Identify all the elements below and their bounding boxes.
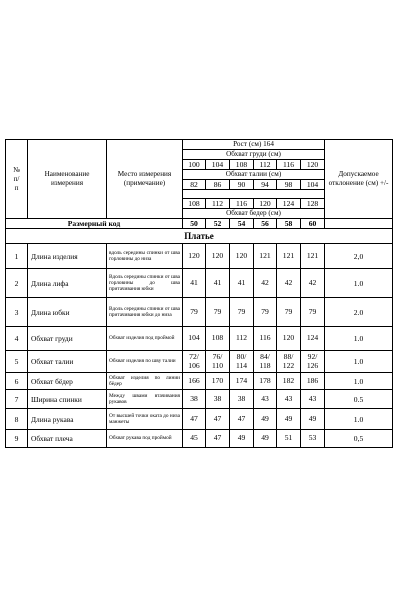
measurement-row bbox=[6, 390, 393, 409]
row-index: 1 bbox=[6, 244, 28, 269]
row-value: 79 bbox=[277, 298, 301, 327]
size-code-label: Размерный код bbox=[6, 219, 183, 229]
row-value: 112 bbox=[230, 327, 254, 351]
chest-value: 104 bbox=[206, 160, 230, 170]
row-value: 49 bbox=[301, 409, 325, 430]
row-value: 84/ 118 bbox=[254, 351, 277, 373]
measurement-row bbox=[6, 351, 393, 373]
hips-value: 128 bbox=[301, 199, 325, 209]
row-value: 47 bbox=[230, 409, 254, 430]
measurement-row bbox=[6, 269, 393, 298]
row-value: 47 bbox=[206, 409, 230, 430]
row-value: 72/ 106 bbox=[183, 351, 206, 373]
section-title: Платье bbox=[6, 229, 393, 244]
waist-value: 98 bbox=[277, 180, 301, 190]
row-value: 182 bbox=[277, 373, 301, 390]
header-waist-label: Обхват талии (см) bbox=[183, 170, 325, 180]
row-value: 38 bbox=[183, 390, 206, 409]
waist-value: 104 bbox=[301, 180, 325, 190]
row-index: 4 bbox=[6, 327, 28, 351]
row-index: 3 bbox=[6, 298, 28, 327]
header-place: Место измерения (примечание) bbox=[107, 140, 183, 219]
row-tolerance: 0.5 bbox=[325, 390, 393, 409]
row-value: 43 bbox=[301, 390, 325, 409]
hips-value: 124 bbox=[277, 199, 301, 209]
row-value: 53 bbox=[301, 430, 325, 448]
row-value: 88/ 122 bbox=[277, 351, 301, 373]
header-height: Рост (см) 164 bbox=[183, 140, 325, 150]
waist-value: 94 bbox=[254, 180, 277, 190]
row-value: 79 bbox=[301, 298, 325, 327]
row-value: 38 bbox=[206, 390, 230, 409]
row-value: 121 bbox=[301, 244, 325, 269]
measurement-row bbox=[6, 409, 393, 430]
row-tolerance: 1.0 bbox=[325, 373, 393, 390]
row-note: Вдоль середины спинки от шва горловины до шва притачивания юбки bbox=[107, 269, 183, 298]
hips-value: 120 bbox=[254, 199, 277, 209]
row-value: 170 bbox=[206, 373, 230, 390]
row-value: 43 bbox=[277, 390, 301, 409]
hips-value: 112 bbox=[206, 199, 230, 209]
size-code: 56 bbox=[254, 219, 277, 229]
chest-value: 100 bbox=[183, 160, 206, 170]
row-name: Ширина спинки bbox=[28, 390, 107, 409]
row-value: 120 bbox=[277, 327, 301, 351]
row-index: 6 bbox=[6, 373, 28, 390]
row-name: Обхват груди bbox=[28, 327, 107, 351]
row-note: От высшей точки оката до низа манжеты bbox=[107, 409, 183, 430]
size-code: 60 bbox=[301, 219, 325, 229]
row-index: 7 bbox=[6, 390, 28, 409]
chest-value: 108 bbox=[230, 160, 254, 170]
measurement-row bbox=[6, 327, 393, 351]
size-code-row bbox=[6, 219, 393, 229]
row-value: 49 bbox=[254, 430, 277, 448]
row-name: Обхват талии bbox=[28, 351, 107, 373]
size-chart-sheet bbox=[5, 139, 392, 448]
row-value: 166 bbox=[183, 373, 206, 390]
row-value: 186 bbox=[301, 373, 325, 390]
row-value: 79 bbox=[230, 298, 254, 327]
row-index: 9 bbox=[6, 430, 28, 448]
row-value: 121 bbox=[254, 244, 277, 269]
row-tolerance: 1.0 bbox=[325, 269, 393, 298]
header-hips-label: Обхват бедер (см) bbox=[183, 209, 325, 219]
row-value: 42 bbox=[277, 269, 301, 298]
row-value: 79 bbox=[254, 298, 277, 327]
row-value: 92/ 126 bbox=[301, 351, 325, 373]
row-value: 124 bbox=[301, 327, 325, 351]
row-index: 8 bbox=[6, 409, 28, 430]
header-tolerance: Допускаемое отклонение (см) +/- bbox=[325, 140, 393, 219]
size-chart-table bbox=[5, 139, 393, 448]
row-name: Длина лифа bbox=[28, 269, 107, 298]
waist-value: 82 bbox=[183, 180, 206, 190]
row-value: 80/ 114 bbox=[230, 351, 254, 373]
row-note: Вдоль середины спинки от шва притачивания юбки до низа bbox=[107, 298, 183, 327]
hips-value: 108 bbox=[183, 199, 206, 209]
row-value: 108 bbox=[206, 327, 230, 351]
size-code: 50 bbox=[183, 219, 206, 229]
measurement-row bbox=[6, 430, 393, 448]
row-value: 49 bbox=[277, 409, 301, 430]
row-value: 47 bbox=[206, 430, 230, 448]
header-chest-label: Обхват груди (см) bbox=[183, 150, 325, 160]
header-spacer bbox=[183, 190, 325, 199]
header-index: № п/ п bbox=[6, 140, 28, 219]
row-value: 79 bbox=[206, 298, 230, 327]
size-code: 54 bbox=[230, 219, 254, 229]
chest-value: 112 bbox=[254, 160, 277, 170]
waist-value: 86 bbox=[206, 180, 230, 190]
row-value: 43 bbox=[254, 390, 277, 409]
row-value: 45 bbox=[183, 430, 206, 448]
row-value: 49 bbox=[230, 430, 254, 448]
row-name: Длина юбки bbox=[28, 298, 107, 327]
chest-value: 116 bbox=[277, 160, 301, 170]
size-code: 58 bbox=[277, 219, 301, 229]
waist-value: 90 bbox=[230, 180, 254, 190]
row-value: 42 bbox=[301, 269, 325, 298]
row-value: 120 bbox=[183, 244, 206, 269]
measurement-row bbox=[6, 298, 393, 327]
row-value: 104 bbox=[183, 327, 206, 351]
row-note: Между швами втачивания рукавов bbox=[107, 390, 183, 409]
row-value: 38 bbox=[230, 390, 254, 409]
row-value: 121 bbox=[277, 244, 301, 269]
header-name: Наименование измерения bbox=[28, 140, 107, 219]
row-note: Обхват изделия по шву талии bbox=[107, 351, 183, 373]
row-name: Обхват бёдер bbox=[28, 373, 107, 390]
row-value: 42 bbox=[254, 269, 277, 298]
row-tolerance: 1.0 bbox=[325, 351, 393, 373]
hips-value: 116 bbox=[230, 199, 254, 209]
row-name: Обхват плеча bbox=[28, 430, 107, 448]
section-row bbox=[6, 229, 393, 244]
row-value: 174 bbox=[230, 373, 254, 390]
chest-value: 120 bbox=[301, 160, 325, 170]
row-name: Длина изделия bbox=[28, 244, 107, 269]
row-value: 76/ 110 bbox=[206, 351, 230, 373]
row-note: Обхват изделия по линии бёдер bbox=[107, 373, 183, 390]
row-tolerance: 1.0 bbox=[325, 327, 393, 351]
measurement-row bbox=[6, 244, 393, 269]
row-tolerance: 0,5 bbox=[325, 430, 393, 448]
row-value: 41 bbox=[206, 269, 230, 298]
row-value: 120 bbox=[206, 244, 230, 269]
row-value: 116 bbox=[254, 327, 277, 351]
size-code-blank bbox=[325, 219, 393, 229]
row-value: 49 bbox=[254, 409, 277, 430]
row-value: 178 bbox=[254, 373, 277, 390]
row-value: 79 bbox=[183, 298, 206, 327]
row-value: 47 bbox=[183, 409, 206, 430]
row-name: Длина рукава bbox=[28, 409, 107, 430]
row-tolerance: 1.0 bbox=[325, 409, 393, 430]
row-note: Обхват рукава под проймой bbox=[107, 430, 183, 448]
row-note: вдоль середины спинки от шва горловины до низа bbox=[107, 244, 183, 269]
row-value: 120 bbox=[230, 244, 254, 269]
row-note: Обхват изделия под проймой bbox=[107, 327, 183, 351]
size-code: 52 bbox=[206, 219, 230, 229]
row-index: 2 bbox=[6, 269, 28, 298]
row-value: 41 bbox=[230, 269, 254, 298]
row-value: 41 bbox=[183, 269, 206, 298]
row-index: 5 bbox=[6, 351, 28, 373]
row-tolerance: 2,0 bbox=[325, 244, 393, 269]
row-value: 51 bbox=[277, 430, 301, 448]
row-tolerance: 2.0 bbox=[325, 298, 393, 327]
measurement-row bbox=[6, 373, 393, 390]
